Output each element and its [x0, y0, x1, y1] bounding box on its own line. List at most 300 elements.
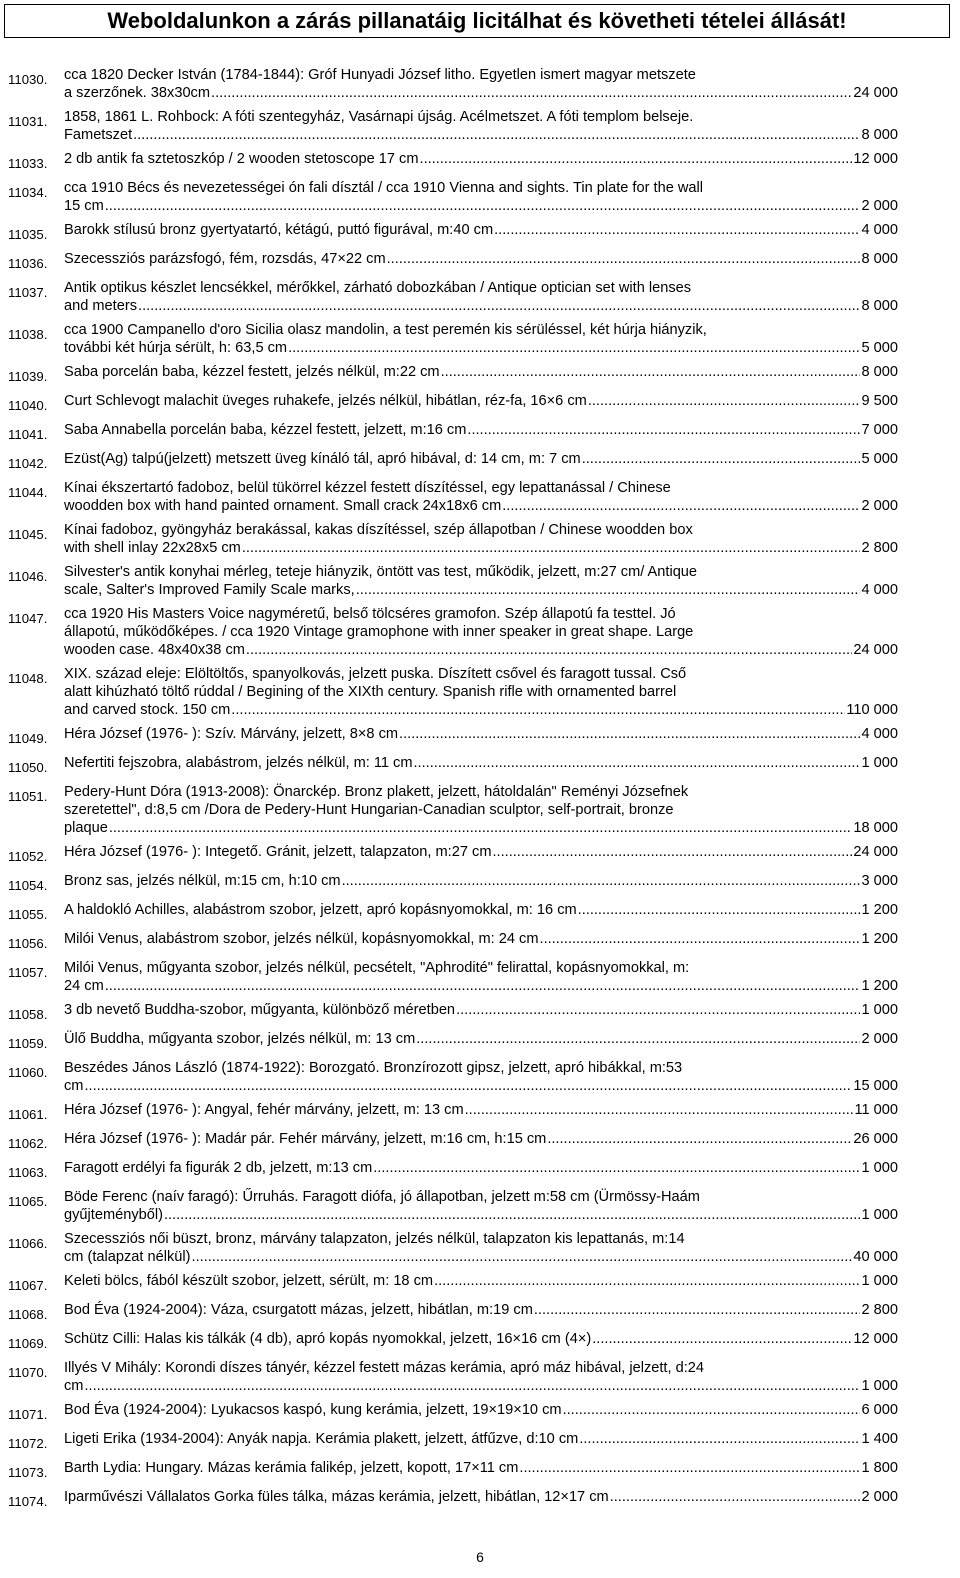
lot-number: 11037. — [8, 285, 48, 300]
lot-description — [64, 1330, 898, 1348]
lot-starting-price: 11 000 — [854, 1102, 898, 1118]
dot-leader — [467, 421, 860, 439]
lot-item — [0, 1459, 960, 1482]
lot-number: 11066. — [8, 1236, 48, 1251]
lot-starting-price: 1 000 — [861, 1160, 898, 1176]
lot-price-line — [64, 977, 898, 995]
dot-leader — [288, 339, 860, 357]
lot-description-line: Szecessziós parázsfogó, fém, rozsdás, 47×22 cm — [64, 251, 386, 267]
lot-starting-price: 1 200 — [861, 978, 898, 994]
lot-description-line: állapotú, működőképes. / cca 1920 Vintage gramophone with inner speaker in great shape. Large — [64, 624, 694, 640]
lot-starting-price: 24 000 — [853, 642, 898, 658]
lot-starting-price: 1 000 — [861, 1002, 898, 1018]
lot-number: 11068. — [8, 1307, 48, 1322]
lot-starting-price: 4 000 — [861, 582, 898, 598]
dot-leader — [387, 250, 861, 268]
lot-description-line: Saba porcelán baba, kézzel festett, jelzés nélkül, m:22 cm — [64, 364, 440, 380]
lot-description-line: Nefertiti fejszobra, alabástrom, jelzés nélkül, m: 11 cm — [64, 755, 413, 771]
lot-description — [64, 843, 898, 861]
lot-description-line: cm — [64, 1078, 84, 1094]
dot-leader — [356, 581, 861, 599]
lot-price-line — [64, 1430, 898, 1448]
lot-item — [0, 1272, 960, 1295]
lot-item — [0, 783, 960, 837]
lot-starting-price: 1 000 — [861, 1273, 898, 1289]
dot-leader — [399, 725, 860, 743]
dot-leader — [84, 1077, 852, 1095]
lot-item — [0, 1130, 960, 1153]
lot-description — [64, 479, 898, 515]
lot-price-line — [64, 450, 898, 468]
lot-number: 11033. — [8, 156, 48, 171]
lot-item — [0, 1359, 960, 1395]
lot-starting-price: 12 000 — [853, 1331, 898, 1347]
lot-item — [0, 563, 960, 599]
lot-number: 11063. — [8, 1165, 48, 1180]
lot-description — [64, 1030, 898, 1048]
lot-price-line — [64, 1030, 898, 1048]
lot-description-line: Ezüst(Ag) talpú(jelzett) metszett üveg kínáló tál, apró hibával, d: 14 cm, m: 7 cm — [64, 451, 581, 467]
lot-description — [64, 108, 898, 144]
lot-item — [0, 150, 960, 173]
lot-description-line: cca 1820 Decker István (1784-1844): Gróf Hunyadi József litho. Egyetlen ismert magyar metszete — [64, 67, 696, 83]
lot-starting-price: 1 200 — [861, 931, 898, 947]
lot-description-line: cm — [64, 1378, 84, 1394]
lot-description-line: wooden case. 48x40x38 cm — [64, 642, 245, 658]
lot-number: 11036. — [8, 256, 48, 271]
dot-leader — [342, 872, 861, 890]
lot-number: 11074. — [8, 1494, 48, 1509]
lot-description — [64, 363, 898, 381]
lot-description-line: Faragott erdélyi fa figurák 2 db, jelzett, m:13 cm — [64, 1160, 373, 1176]
lot-description-line: Bod Éva (1924-2004): Váza, csurgatott mázas, jelzett, hibátlan, m:19 cm — [64, 1302, 533, 1318]
lot-description-line: 2 db antik fa sztetoszkóp / 2 wooden stetoscope 17 cm — [64, 151, 419, 167]
lot-starting-price: 1 800 — [861, 1460, 898, 1476]
lot-description — [64, 872, 898, 890]
lot-starting-price: 8 000 — [861, 364, 898, 380]
lot-starting-price: 8 000 — [861, 298, 898, 314]
dot-leader — [540, 930, 861, 948]
lot-number: 11035. — [8, 227, 48, 242]
lot-item — [0, 901, 960, 924]
dot-leader — [105, 197, 861, 215]
lot-starting-price: 4 000 — [861, 222, 898, 238]
lot-description — [64, 959, 898, 995]
lot-number: 11050. — [8, 760, 48, 775]
lot-number: 11040. — [8, 398, 48, 413]
lot-description-line: plaque — [64, 820, 108, 836]
lot-description-line: Bronz sas, jelzés nélkül, m:15 cm, h:10 cm — [64, 873, 341, 889]
lot-price-line — [64, 339, 898, 357]
dot-leader — [211, 84, 852, 102]
lot-price-line — [64, 392, 898, 410]
lot-number: 11070. — [8, 1365, 48, 1380]
lot-description — [64, 250, 898, 268]
dot-leader — [492, 843, 852, 861]
lot-item — [0, 1101, 960, 1124]
lot-description-line: Milói Venus, alabástrom szobor, jelzés nélkül, kopásnyomokkal, m: 24 cm — [64, 931, 539, 947]
lot-price-line — [64, 497, 898, 515]
lot-item — [0, 1159, 960, 1182]
lot-starting-price: 5 000 — [861, 451, 898, 467]
lot-number: 11046. — [8, 569, 48, 584]
lot-price-line — [64, 930, 898, 948]
lot-description-line: and meters — [64, 298, 138, 314]
lot-price-line — [64, 197, 898, 215]
lot-starting-price: 8 000 — [861, 251, 898, 267]
lot-item — [0, 1030, 960, 1053]
lot-description-line: scale, Salter's Improved Family Scale marks, — [64, 582, 355, 598]
lot-description-line: Héra József (1976- ): Integető. Gránit, jelzett, talapzaton, m:27 cm — [64, 844, 492, 860]
lot-description-line: 3 db nevető Buddha-szobor, műgyanta, különböző méretben — [64, 1002, 456, 1018]
dot-leader — [109, 819, 853, 837]
lot-price-line — [64, 1272, 898, 1290]
dot-leader — [192, 1248, 853, 1266]
lot-description — [64, 450, 898, 468]
lot-number: 11039. — [8, 369, 48, 384]
lot-number: 11059. — [8, 1036, 48, 1051]
lot-number: 11073. — [8, 1465, 48, 1480]
lot-number: 11041. — [8, 427, 48, 442]
lot-price-line — [64, 539, 898, 557]
lot-number: 11047. — [8, 611, 48, 626]
lot-starting-price: 2 800 — [861, 1302, 898, 1318]
lot-description-line: Ligeti Erika (1934-2004): Anyák napja. Kerámia plakett, jelzett, átfűzve, d:10 cm — [64, 1431, 579, 1447]
lot-starting-price: 2 000 — [861, 1489, 898, 1505]
lot-description — [64, 150, 898, 168]
lot-number: 11069. — [8, 1336, 48, 1351]
lot-description-line: woodden box with hand painted ornament. Small crack 24x18x6 cm — [64, 498, 502, 514]
dot-leader — [164, 1206, 861, 1224]
lot-description-line: and carved stock. 150 cm — [64, 702, 231, 718]
lot-number: 11052. — [8, 849, 48, 864]
lot-description — [64, 321, 898, 357]
lot-description-line: Böde Ferenc (naív faragó): Űrruhás. Faragott diófa, jó állapotban, jelzett m:58 cm (Ürmössy-Haám — [64, 1189, 700, 1205]
lot-price-line — [64, 221, 898, 239]
lot-item — [0, 108, 960, 144]
lot-number: 11031. — [8, 114, 48, 129]
dot-leader — [84, 1377, 860, 1395]
lot-price-line — [64, 641, 898, 659]
lot-description — [64, 1188, 898, 1224]
lot-starting-price: 2 800 — [861, 540, 898, 556]
lot-number: 11054. — [8, 878, 48, 893]
dot-leader — [105, 977, 861, 995]
lot-price-line — [64, 1488, 898, 1506]
lot-description-line: Curt Schlevogt malachit üveges ruhakefe, jelzés nélkül, hibátlan, réz-fa, 16×6 cm — [64, 393, 587, 409]
dot-leader — [242, 539, 861, 557]
dot-leader — [441, 363, 861, 381]
lot-item — [0, 1301, 960, 1324]
lot-description-line: Héra József (1976- ): Szív. Márvány, jelzett, 8×8 cm — [64, 726, 399, 742]
dot-leader — [133, 126, 860, 144]
lot-item — [0, 66, 960, 102]
dot-leader — [588, 392, 861, 410]
lot-description-line: Kínai ékszertartó fadoboz, belül tükörrel kézzel festett díszítéssel, egy lepattanással / Chinese — [64, 480, 671, 496]
lot-description-line: A haldokló Achilles, alabástrom szobor, jelzett, apró kopásnyomokkal, m: 16 cm — [64, 902, 577, 918]
lot-number: 11056. — [8, 936, 48, 951]
dot-leader — [519, 1459, 860, 1477]
lot-description — [64, 1101, 898, 1119]
lot-description — [64, 1059, 898, 1095]
lot-number: 11061. — [8, 1107, 48, 1122]
lot-item — [0, 1188, 960, 1224]
lot-description-line: Barth Lydia: Hungary. Mázas kerámia falikép, jelzett, kopott, 17×11 cm — [64, 1460, 519, 1476]
lot-description-line: Kínai fadoboz, gyöngyház berakással, kakas díszítéssel, szép állapotban / Chinese woodden box — [64, 522, 693, 538]
lot-price-line — [64, 901, 898, 919]
lot-item — [0, 930, 960, 953]
lot-number: 11062. — [8, 1136, 48, 1151]
lot-description-line: Keleti bölcs, fából készült szobor, jelzett, sérült, m: 18 cm — [64, 1273, 434, 1289]
dot-leader — [246, 641, 852, 659]
lot-description — [64, 392, 898, 410]
lot-starting-price: 8 000 — [861, 127, 898, 143]
lot-price-line — [64, 1459, 898, 1477]
lot-description-line: Héra József (1976- ): Angyal, fehér márvány, jelzett, m: 13 cm — [64, 1102, 464, 1118]
lot-description-line: cca 1900 Campanello d'oro Sicilia olasz mandolin, a test peremén kis sérüléssel, két húrja hiányzik, — [64, 322, 707, 338]
dot-leader — [578, 901, 861, 919]
lot-description-line: Antik optikus készlet lencsékkel, mérőkkel, zárható dobozkában / Antique optician set with lenses — [64, 280, 692, 296]
lot-number: 11057. — [8, 965, 48, 980]
lot-starting-price: 40 000 — [853, 1249, 898, 1265]
lot-description — [64, 1359, 898, 1395]
lot-description-line: alatt kihúzható töltő rúddal / Begining of the XIXth century. Spanish rifle with ornamented barrel — [64, 684, 677, 700]
lot-item — [0, 1488, 960, 1511]
lot-item — [0, 843, 960, 866]
lot-description — [64, 521, 898, 557]
lot-list — [0, 66, 960, 1517]
lot-number: 11051. — [8, 789, 48, 804]
dot-leader — [610, 1488, 861, 1506]
lot-item — [0, 665, 960, 719]
lot-description — [64, 665, 898, 719]
lot-starting-price: 1 000 — [861, 755, 898, 771]
lot-description — [64, 725, 898, 743]
lot-description-line: cca 1910 Bécs és nevezetességei ón fali dísztál / cca 1910 Vienna and sights. Tin plate for the wall — [64, 180, 704, 196]
lot-price-line — [64, 1206, 898, 1224]
lot-description — [64, 930, 898, 948]
lot-description — [64, 1301, 898, 1319]
lot-price-line — [64, 1101, 898, 1119]
dot-leader — [138, 297, 860, 315]
dot-leader — [534, 1301, 861, 1319]
lot-item — [0, 392, 960, 415]
lot-description-line: Pedery-Hunt Dóra (1913-2008): Önarckép. Bronz plakett, jelzett, hátoldalán" Reményi Józsefnek — [64, 784, 689, 800]
lot-price-line — [64, 150, 898, 168]
lot-price-line — [64, 1159, 898, 1177]
lot-description-line: 15 cm — [64, 198, 104, 214]
lot-price-line — [64, 1077, 898, 1095]
lot-item — [0, 1059, 960, 1095]
lot-description — [64, 1001, 898, 1019]
lot-description-line: Silvester's antik konyhai mérleg, teteje hiányzik, öntött vas test, működik, jelzett, m:27 cm/ Antique — [64, 564, 698, 580]
lot-item — [0, 221, 960, 244]
lot-price-line — [64, 1130, 898, 1148]
lot-description-line: Fametszet — [64, 127, 133, 143]
lot-item — [0, 959, 960, 995]
lot-description-line: Illyés V Mihály: Korondi díszes tányér, kézzel festett mázas kerámia, apró máz hibával, jelzett, d:24 — [64, 1360, 704, 1376]
lot-description — [64, 279, 898, 315]
dot-leader — [231, 701, 845, 719]
page-number: 6 — [476, 1549, 484, 1565]
lot-number: 11071. — [8, 1407, 48, 1422]
lot-starting-price: 24 000 — [853, 844, 898, 860]
lot-item — [0, 250, 960, 273]
dot-leader — [592, 1330, 852, 1348]
lot-description — [64, 1159, 898, 1177]
lot-description-line: Szecessziós női büszt, bronz, márvány talapzaton, jelzés nélkül, talapzaton kis lepattanás, m:14 — [64, 1231, 685, 1247]
lot-starting-price: 5 000 — [861, 340, 898, 356]
lot-starting-price: 6 000 — [861, 1402, 898, 1418]
lot-starting-price: 1 400 — [861, 1431, 898, 1447]
dot-leader — [456, 1001, 860, 1019]
lot-description — [64, 1488, 898, 1506]
lot-description — [64, 754, 898, 772]
lot-number: 11067. — [8, 1278, 48, 1293]
lot-starting-price: 1 000 — [861, 1207, 898, 1223]
lot-item — [0, 279, 960, 315]
lot-number: 11045. — [8, 527, 48, 542]
lot-description — [64, 901, 898, 919]
lot-price-line — [64, 1401, 898, 1419]
dot-leader — [563, 1401, 861, 1419]
lot-price-line — [64, 297, 898, 315]
lot-description-line: cca 1920 His Masters Voice nagyméretű, belső tölcséres gramofon. Szép állapotú fa testtel. Jó — [64, 606, 676, 622]
lot-starting-price: 9 500 — [861, 393, 898, 409]
header-title: Weboldalunkon a zárás pillanatáig licitálhat és követheti tételei állását! — [107, 8, 847, 33]
dot-leader — [420, 150, 853, 168]
lot-item — [0, 450, 960, 473]
dot-leader — [494, 221, 860, 239]
lot-price-line — [64, 126, 898, 144]
lot-starting-price: 2 000 — [861, 198, 898, 214]
lot-starting-price: 3 000 — [861, 873, 898, 889]
lot-number: 11030. — [8, 72, 48, 87]
lot-description — [64, 1430, 898, 1448]
lot-description — [64, 605, 898, 659]
dot-leader — [414, 754, 861, 772]
lot-price-line — [64, 701, 898, 719]
lot-starting-price: 1 000 — [861, 1378, 898, 1394]
lot-item — [0, 521, 960, 557]
lot-starting-price: 18 000 — [853, 820, 898, 836]
lot-number: 11060. — [8, 1065, 48, 1080]
lot-starting-price: 2 000 — [861, 1031, 898, 1047]
dot-leader — [416, 1030, 860, 1048]
lot-description — [64, 1401, 898, 1419]
lot-description-line: gyűjteményből) — [64, 1207, 163, 1223]
lot-item — [0, 363, 960, 386]
lot-starting-price: 24 000 — [853, 85, 898, 101]
lot-description — [64, 563, 898, 599]
lot-price-line — [64, 421, 898, 439]
lot-description-line: Milói Venus, műgyanta szobor, jelzés nélkül, pecsételt, "Aphrodité" felirattal, kopásnyomokkal, m: — [64, 960, 690, 976]
lot-number: 11058. — [8, 1007, 48, 1022]
lot-price-line — [64, 1248, 898, 1266]
dot-leader — [465, 1101, 854, 1119]
lot-description — [64, 66, 898, 102]
lot-price-line — [64, 819, 898, 837]
lot-description-line: 24 cm — [64, 978, 104, 994]
lot-number: 11065. — [8, 1194, 48, 1209]
lot-starting-price: 26 000 — [853, 1131, 898, 1147]
lot-description-line: Iparművészi Vállalatos Gorka füles tálka, mázas kerámia, jelzett, hibátlan, 12×17 cm — [64, 1489, 609, 1505]
lot-price-line — [64, 581, 898, 599]
lot-number: 11034. — [8, 185, 48, 200]
lot-starting-price: 12 000 — [853, 151, 898, 167]
lot-item — [0, 179, 960, 215]
lot-starting-price: 15 000 — [853, 1078, 898, 1094]
lot-item — [0, 1401, 960, 1424]
lot-price-line — [64, 250, 898, 268]
lot-price-line — [64, 1301, 898, 1319]
lot-price-line — [64, 872, 898, 890]
lot-item — [0, 321, 960, 357]
lot-starting-price: 4 000 — [861, 726, 898, 742]
lot-description-line: a szerzőnek. 38x30cm — [64, 85, 211, 101]
lot-number: 11055. — [8, 907, 48, 922]
page-header — [4, 4, 950, 38]
dot-leader — [582, 450, 861, 468]
lot-number: 11038. — [8, 327, 48, 342]
lot-price-line — [64, 363, 898, 381]
lot-description-line: szeretettel", d:8,5 cm /Dora de Pedery-Hunt Hungarian-Canadian sculptor, self-portrait, bronze — [64, 802, 674, 818]
lot-price-line — [64, 1001, 898, 1019]
lot-description — [64, 1272, 898, 1290]
lot-number: 11048. — [8, 671, 48, 686]
lot-description-line: Barokk stílusú bronz gyertyatartó, kétágú, puttó figurával, m:40 cm — [64, 222, 494, 238]
dot-leader — [547, 1130, 852, 1148]
lot-description — [64, 179, 898, 215]
lot-description — [64, 1230, 898, 1266]
dot-leader — [502, 497, 860, 515]
lot-description-line: Héra József (1976- ): Madár pár. Fehér márvány, jelzett, m:16 cm, h:15 cm — [64, 1131, 547, 1147]
lot-number: 11049. — [8, 731, 48, 746]
lot-item — [0, 421, 960, 444]
lot-description — [64, 1459, 898, 1477]
lot-item — [0, 1001, 960, 1024]
lot-description-line: 1858, 1861 L. Rohbock: A fóti szentegyház, Vasárnapi újság. Acélmetszet. A fóti templom belseje. — [64, 109, 694, 125]
lot-price-line — [64, 725, 898, 743]
lot-item — [0, 872, 960, 895]
lot-description-line: Saba Annabella porcelán baba, kézzel festett, jelzett, m:16 cm — [64, 422, 467, 438]
lot-starting-price: 1 200 — [861, 902, 898, 918]
lot-item — [0, 725, 960, 748]
lot-item — [0, 605, 960, 659]
lot-price-line — [64, 754, 898, 772]
lot-description — [64, 783, 898, 837]
lot-number: 11044. — [8, 485, 48, 500]
lot-description-line: Beszédes János László (1874-1922): Borozgató. Bronzírozott gipsz, jelzett, apró hibákkal, m:53 — [64, 1060, 683, 1076]
lot-description-line: Schütz Cilli: Halas kis tálkák (4 db), apró kopás nyomokkal, jelzett, 16×16 cm (4×) — [64, 1331, 592, 1347]
lot-price-line — [64, 843, 898, 861]
lot-starting-price: 7 000 — [861, 422, 898, 438]
lot-description-line: Ülő Buddha, műgyanta szobor, jelzés nélkül, m: 13 cm — [64, 1031, 416, 1047]
lot-item — [0, 1430, 960, 1453]
lot-starting-price: 2 000 — [861, 498, 898, 514]
lot-item — [0, 1330, 960, 1353]
lot-description — [64, 421, 898, 439]
dot-leader — [434, 1272, 860, 1290]
lot-description-line: with shell inlay 22x28x5 cm — [64, 540, 241, 556]
lot-number: 11072. — [8, 1436, 48, 1451]
lot-price-line — [64, 84, 898, 102]
lot-description — [64, 221, 898, 239]
lot-price-line — [64, 1330, 898, 1348]
lot-description-line: további két húrja sérült, h: 63,5 cm — [64, 340, 288, 356]
lot-starting-price: 110 000 — [846, 702, 898, 718]
lot-description-line: XIX. század eleje: Elöltöltős, spanyolkovás, jelzett puska. Díszített csővel és faragott tussal. Cső — [64, 666, 687, 682]
